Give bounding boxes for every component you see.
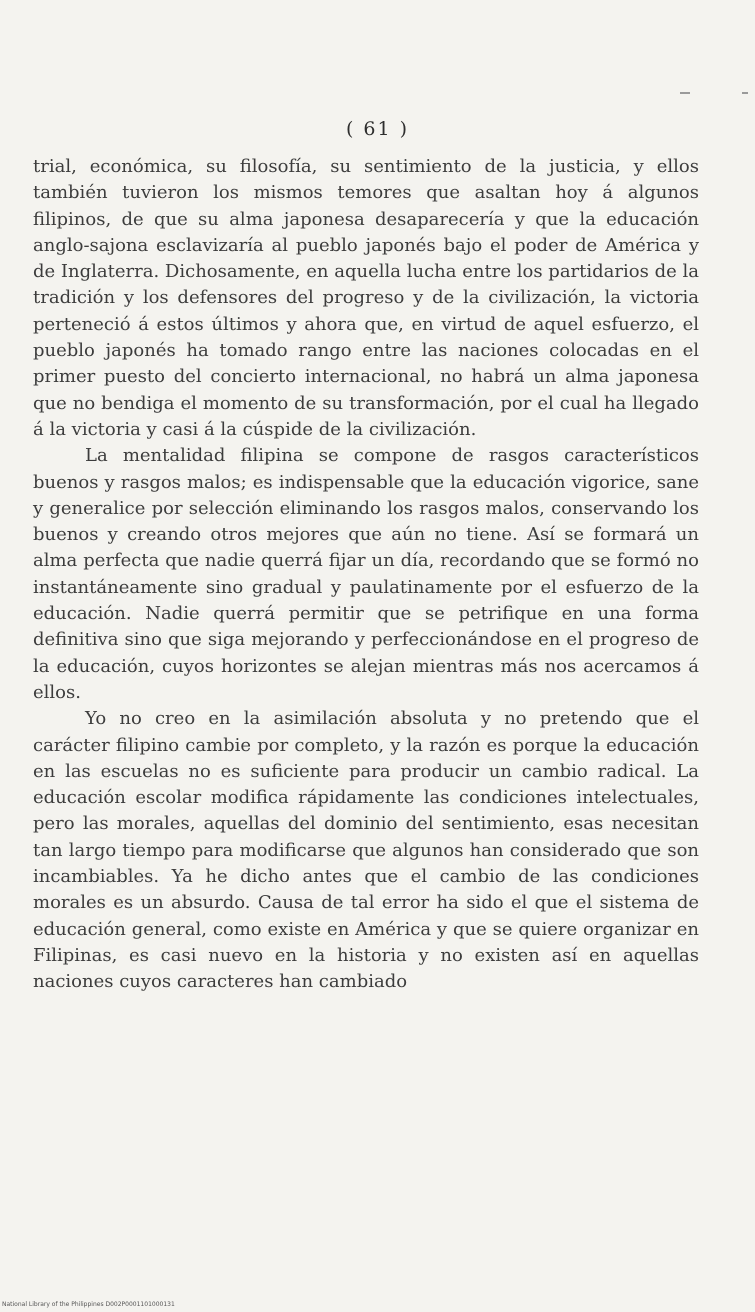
paragraph-2: La mentalidad filipina se compone de rasgos característicos buenos y rasgos malos; es indispensable que la educación vigorice, sane y generalice por selección eliminando los rasgos malos, conservando los buenos y creando otros mejores que aún no tiene. Así se formará un alma perfecta que nadie querrá fijar un día, recordando que se formó no instantáneamente sino gradual y paulatinamente por el esfuerzo de la educación. Nadie querrá permitir que se petrifique en una forma definitiva sino que siga mejorando y perfeccionándose en el progreso de la educación, cuyos horizontes se alejan mientras más nos acercamos á ellos. (33, 445, 699, 703)
page-body (33, 154, 699, 996)
library-caption: National Library of the Philippines D002P0001101000131 (2, 1301, 175, 1308)
page-number: ( 61 ) (345, 118, 410, 140)
paragraph-3: Yo no creo en la asimilación absoluta y no pretendo que el carácter filipino cambie por completo, y la razón es porque la educación en las escuelas no es suficiente para producir un cambio radical. La educación escolar modifica rápidamente las condiciones intelectuales, pero las morales, aquellas del dominio del sentimiento, esas necesitan tan largo tiempo para modificarse que algunos han considerado que son incambiables. Ya he dicho antes que el cambio de las condiciones morales es un absurdo. Causa de tal error ha sido el que el sistema de educación general, como existe en América y que se quiere organizar en Filipinas, es casi nuevo en la historia y no existen así en aquellas naciones cuyos caracteres han cambiado (33, 708, 699, 993)
scan-mark (742, 92, 748, 94)
scan-mark (680, 92, 690, 94)
paragraph-1: trial, económica, su filosofía, su sentimiento de la justicia, y ellos también tuvieron los mismos temores que asaltan hoy á algunos filipinos, de que su alma japonesa desaparecería y que la educación anglo-sajona esclavizaría al pueblo japonés bajo el poder de América y de Inglaterra. Dichosamente, en aquella lucha entre los partidarios de la tradición y los defensores del progreso y de la civilización, la victoria perteneció á estos últimos y ahora que, en virtud de aquel esfuerzo, el pueblo japonés ha tomado rango entre las naciones colocadas en el primer puesto del concierto internacional, no habrá un alma japonesa que no bendiga el momento de su transformación, por el cual ha llegado á la victoria y casi á la cúspide de la civilización. (33, 156, 699, 440)
